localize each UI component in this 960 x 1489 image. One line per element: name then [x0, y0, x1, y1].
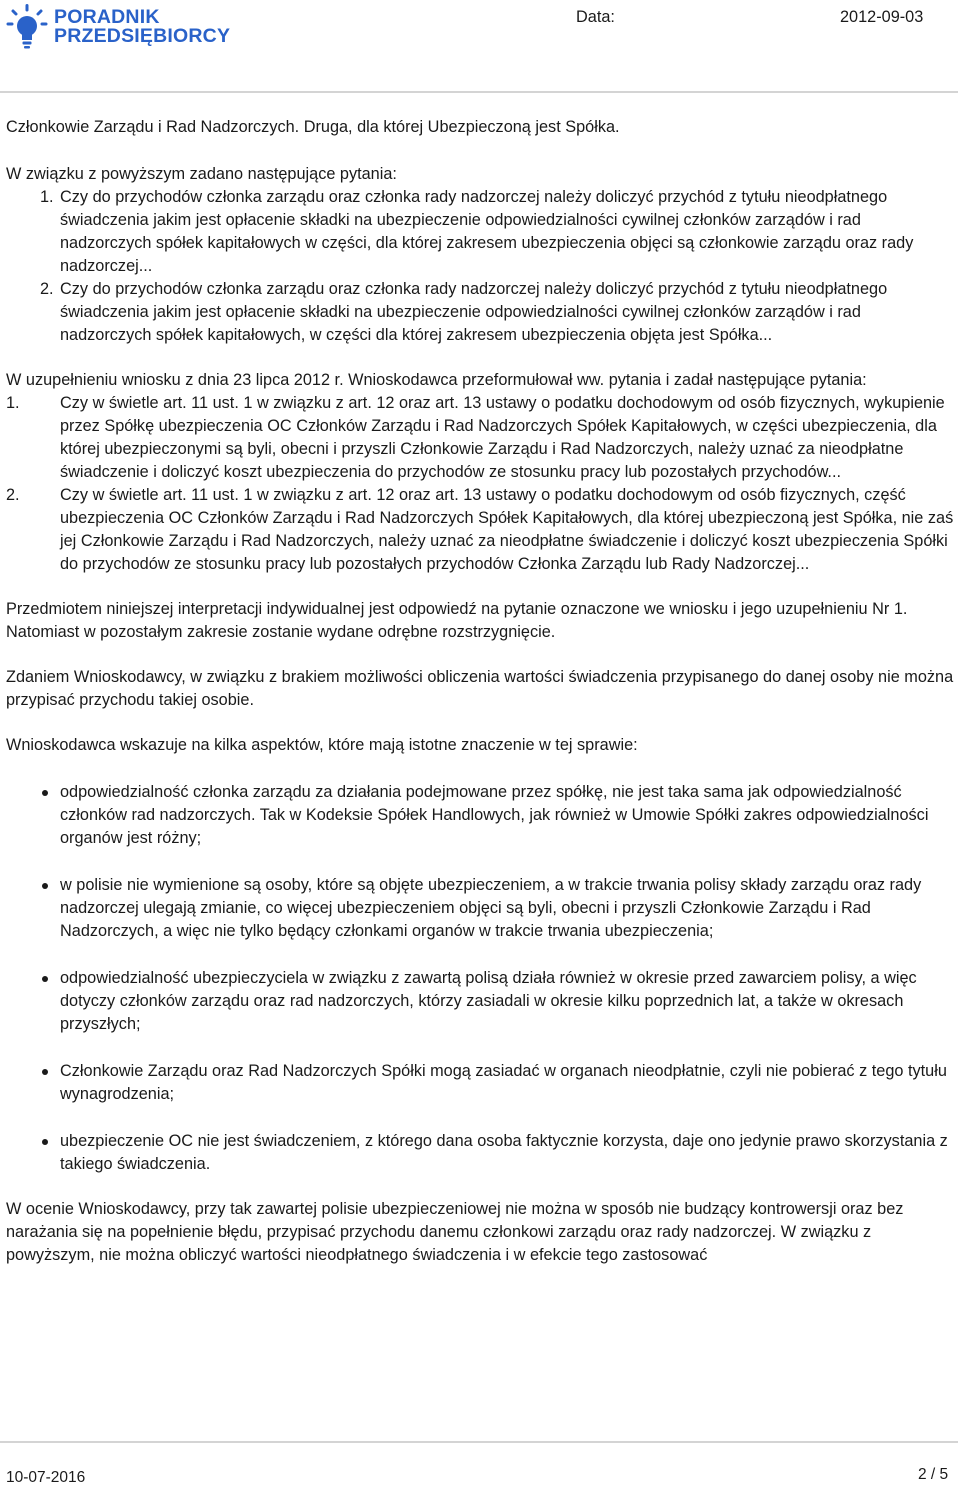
bullet-icon	[42, 976, 48, 982]
list-item-text: Czy w świetle art. 11 ust. 1 w związku z art. 12 oraz art. 13 ustawy o podatku dochodowym od osób fizycznych, część ubezpieczenia OC Członków Zarządu i Rad Nadzorczych Spółek Kapitałowych, dla której ubezpieczoną jest Spółka, nie zaś jej Członkowie Zarządu i Rad Nadzorczych, należy uznać za nieodpłatne świadczenie i doliczyć koszt ubezpieczenia Spółki do przychodów ze stosunku pracy lub pozostałych przychodów Członka Zarządu lub Rady Nadzorczej...	[60, 486, 954, 573]
bullet-icon	[42, 790, 48, 796]
list-item	[6, 278, 956, 347]
bullet-icon	[42, 883, 48, 889]
list-item-text: ubezpieczenie OC nie jest świadczeniem, z którego dana osoba faktycznie korzysta, daje ono jedynie prawo skorzystania z takiego świadczenia.	[60, 1132, 948, 1173]
brand-line-1: PORADNIK	[54, 6, 160, 28]
footer-date: 10-07-2016	[6, 1469, 86, 1486]
list-item	[6, 967, 956, 1036]
list-item-text: Czy w świetle art. 11 ust. 1 w związku z art. 12 oraz art. 13 ustawy o podatku dochodowym od osób fizycznych, wykupienie przez Spółkę ubezpieczenia OC Członków Zarządu i Rad Nadzorczych Spółek Kapitałowych, w części ubezpieczenia, dla której ubezpieczonymi są byli, obecni i przyszli Członkowie Zarządu i Rad Nadzorczych, należy uznać za nieodpłatne świadczenie i doliczyć koszt ubezpieczenia do przychodów ze stosunku pracy lub pozostałych przychodów...	[60, 394, 945, 481]
question-list-reformulated	[6, 392, 956, 576]
list-number: 1.	[6, 394, 20, 412]
page-header	[0, 0, 960, 92]
bullet-icon	[42, 1139, 48, 1145]
list-item-text: Czy do przychodów członka zarządu oraz członka rady nadzorczej należy doliczyć przychód z tytułu nieodpłatnego świadczenia jakim jest opłacenie składki na ubezpieczenie odpowiedzialności cywilnej członków zarządów i rad nadzorczych spółek kapitałowych w części, dla której zakresem ubezpieczenia objęci są członkowie zarządu oraz rady nadzorczej...	[60, 188, 914, 275]
date-label: Data:	[576, 8, 615, 26]
paragraph: Członkowie Zarządu i Rad Nadzorczych. Druga, dla której Ubezpieczoną jest Spółka.	[6, 118, 620, 136]
list-number: 2.	[6, 486, 20, 504]
list-number: 1.	[40, 188, 54, 206]
paragraph: W związku z powyższym zadano następujące pytania:	[6, 165, 397, 183]
list-item-text: odpowiedzialność ubezpieczyciela w związku z zawartą polisą działa również w okresie przed zawarciem polisy, a więc dotyczy członków zarządu oraz rad nadzorczych, którzy zasiadali w okresie kilku poprzednich lat, a także w okresach przyszłych;	[60, 969, 917, 1033]
paragraph: Przedmiotem niniejszej interpretacji indywidualnej jest odpowiedź na pytanie oznaczone we wniosku i jego uzupełnieniu Nr 1. Natomiast w pozostałym zakresie zostanie wydane odrębne rozstrzygnięcie.	[6, 600, 908, 641]
paragraph: W ocenie Wnioskodawcy, przy tak zawartej polisie ubezpieczeniowej nie można w sposób nie budzący kontrowersji oraz bez narażania się na popełnienie błędu, przypisać przychodu danemu członkowi zarządu oraz rady nadzorczej. W związku z powyższym, nie można obliczyć wartości nieodpłatnego świadczenia i w efekcie tego zastosować	[6, 1200, 904, 1264]
list-item	[6, 186, 956, 278]
list-item	[6, 781, 956, 850]
list-item	[6, 484, 956, 576]
list-number: 2.	[40, 280, 54, 298]
document-body	[6, 116, 956, 1267]
footer-divider	[0, 1441, 958, 1443]
paragraph: Wnioskodawca wskazuje na kilka aspektów, które mają istotne znaczenie w tej sprawie:	[6, 736, 638, 754]
page-number: 2 / 5	[918, 1466, 949, 1483]
paragraph: W uzupełnieniu wniosku z dnia 23 lipca 2012 r. Wnioskodawca przeformułował ww. pytania i zadał następujące pytania:	[6, 371, 867, 389]
date-value: 2012-09-03	[840, 8, 924, 26]
question-list	[6, 186, 956, 347]
bullet-icon	[42, 1069, 48, 1075]
list-item	[6, 874, 956, 943]
list-item	[6, 1130, 956, 1176]
brand-name	[54, 8, 230, 46]
list-item	[6, 1060, 956, 1106]
paragraph: Zdaniem Wnioskodawcy, w związku z brakiem możliwości obliczenia wartości świadczenia przypisanego do danej osoby nie można przypisać przychodu takiej osobie.	[6, 668, 954, 709]
list-item-text: Członkowie Zarządu oraz Rad Nadzorczych Spółki mogą zasiadać w organach nieodpłatnie, czyli nie pobierać z tego tytułu wynagrodzenia;	[60, 1062, 947, 1103]
brand-line-2: PRZEDSIĘBIORCY	[54, 25, 231, 47]
lightbulb-icon	[6, 4, 48, 50]
header-divider	[0, 91, 958, 93]
list-item-text: Czy do przychodów członka zarządu oraz członka rady nadzorczej należy doliczyć przychód z tytułu nieodpłatnego świadczenia jakim jest opłacenie składki na ubezpieczenie odpowiedzialności cywilnej członków zarządów i rad nadzorczych spółek kapitałowych, w części dla której zakresem ubezpieczenia objęta jest Spółka...	[60, 280, 888, 344]
list-item-text: odpowiedzialność członka zarządu za działania podejmowane przez spółkę, nie jest taka sama jak odpowiedzialność członków rad nadzorczych. Tak w Kodeksie Spółek Handlowych, jak również w Umowie Spółki zakres odpowiedzialności organów jest różny;	[60, 783, 929, 847]
brand-logo[interactable]	[6, 4, 230, 50]
bullet-list	[6, 781, 956, 1176]
list-item-text: w polisie nie wymienione są osoby, które są objęte ubezpieczeniem, a w trakcie trwania polisy składy zarządu oraz rady nadzorczej ulegają zmianie, co więcej ubezpieczeniem objęci są byli, obecni i przyszli Członkowie Zarządu i Rad Nadzorczych, a więc nie tylko będący członkami organów w trakcie trwania ubezpieczenia;	[60, 876, 922, 940]
list-item	[6, 392, 956, 484]
